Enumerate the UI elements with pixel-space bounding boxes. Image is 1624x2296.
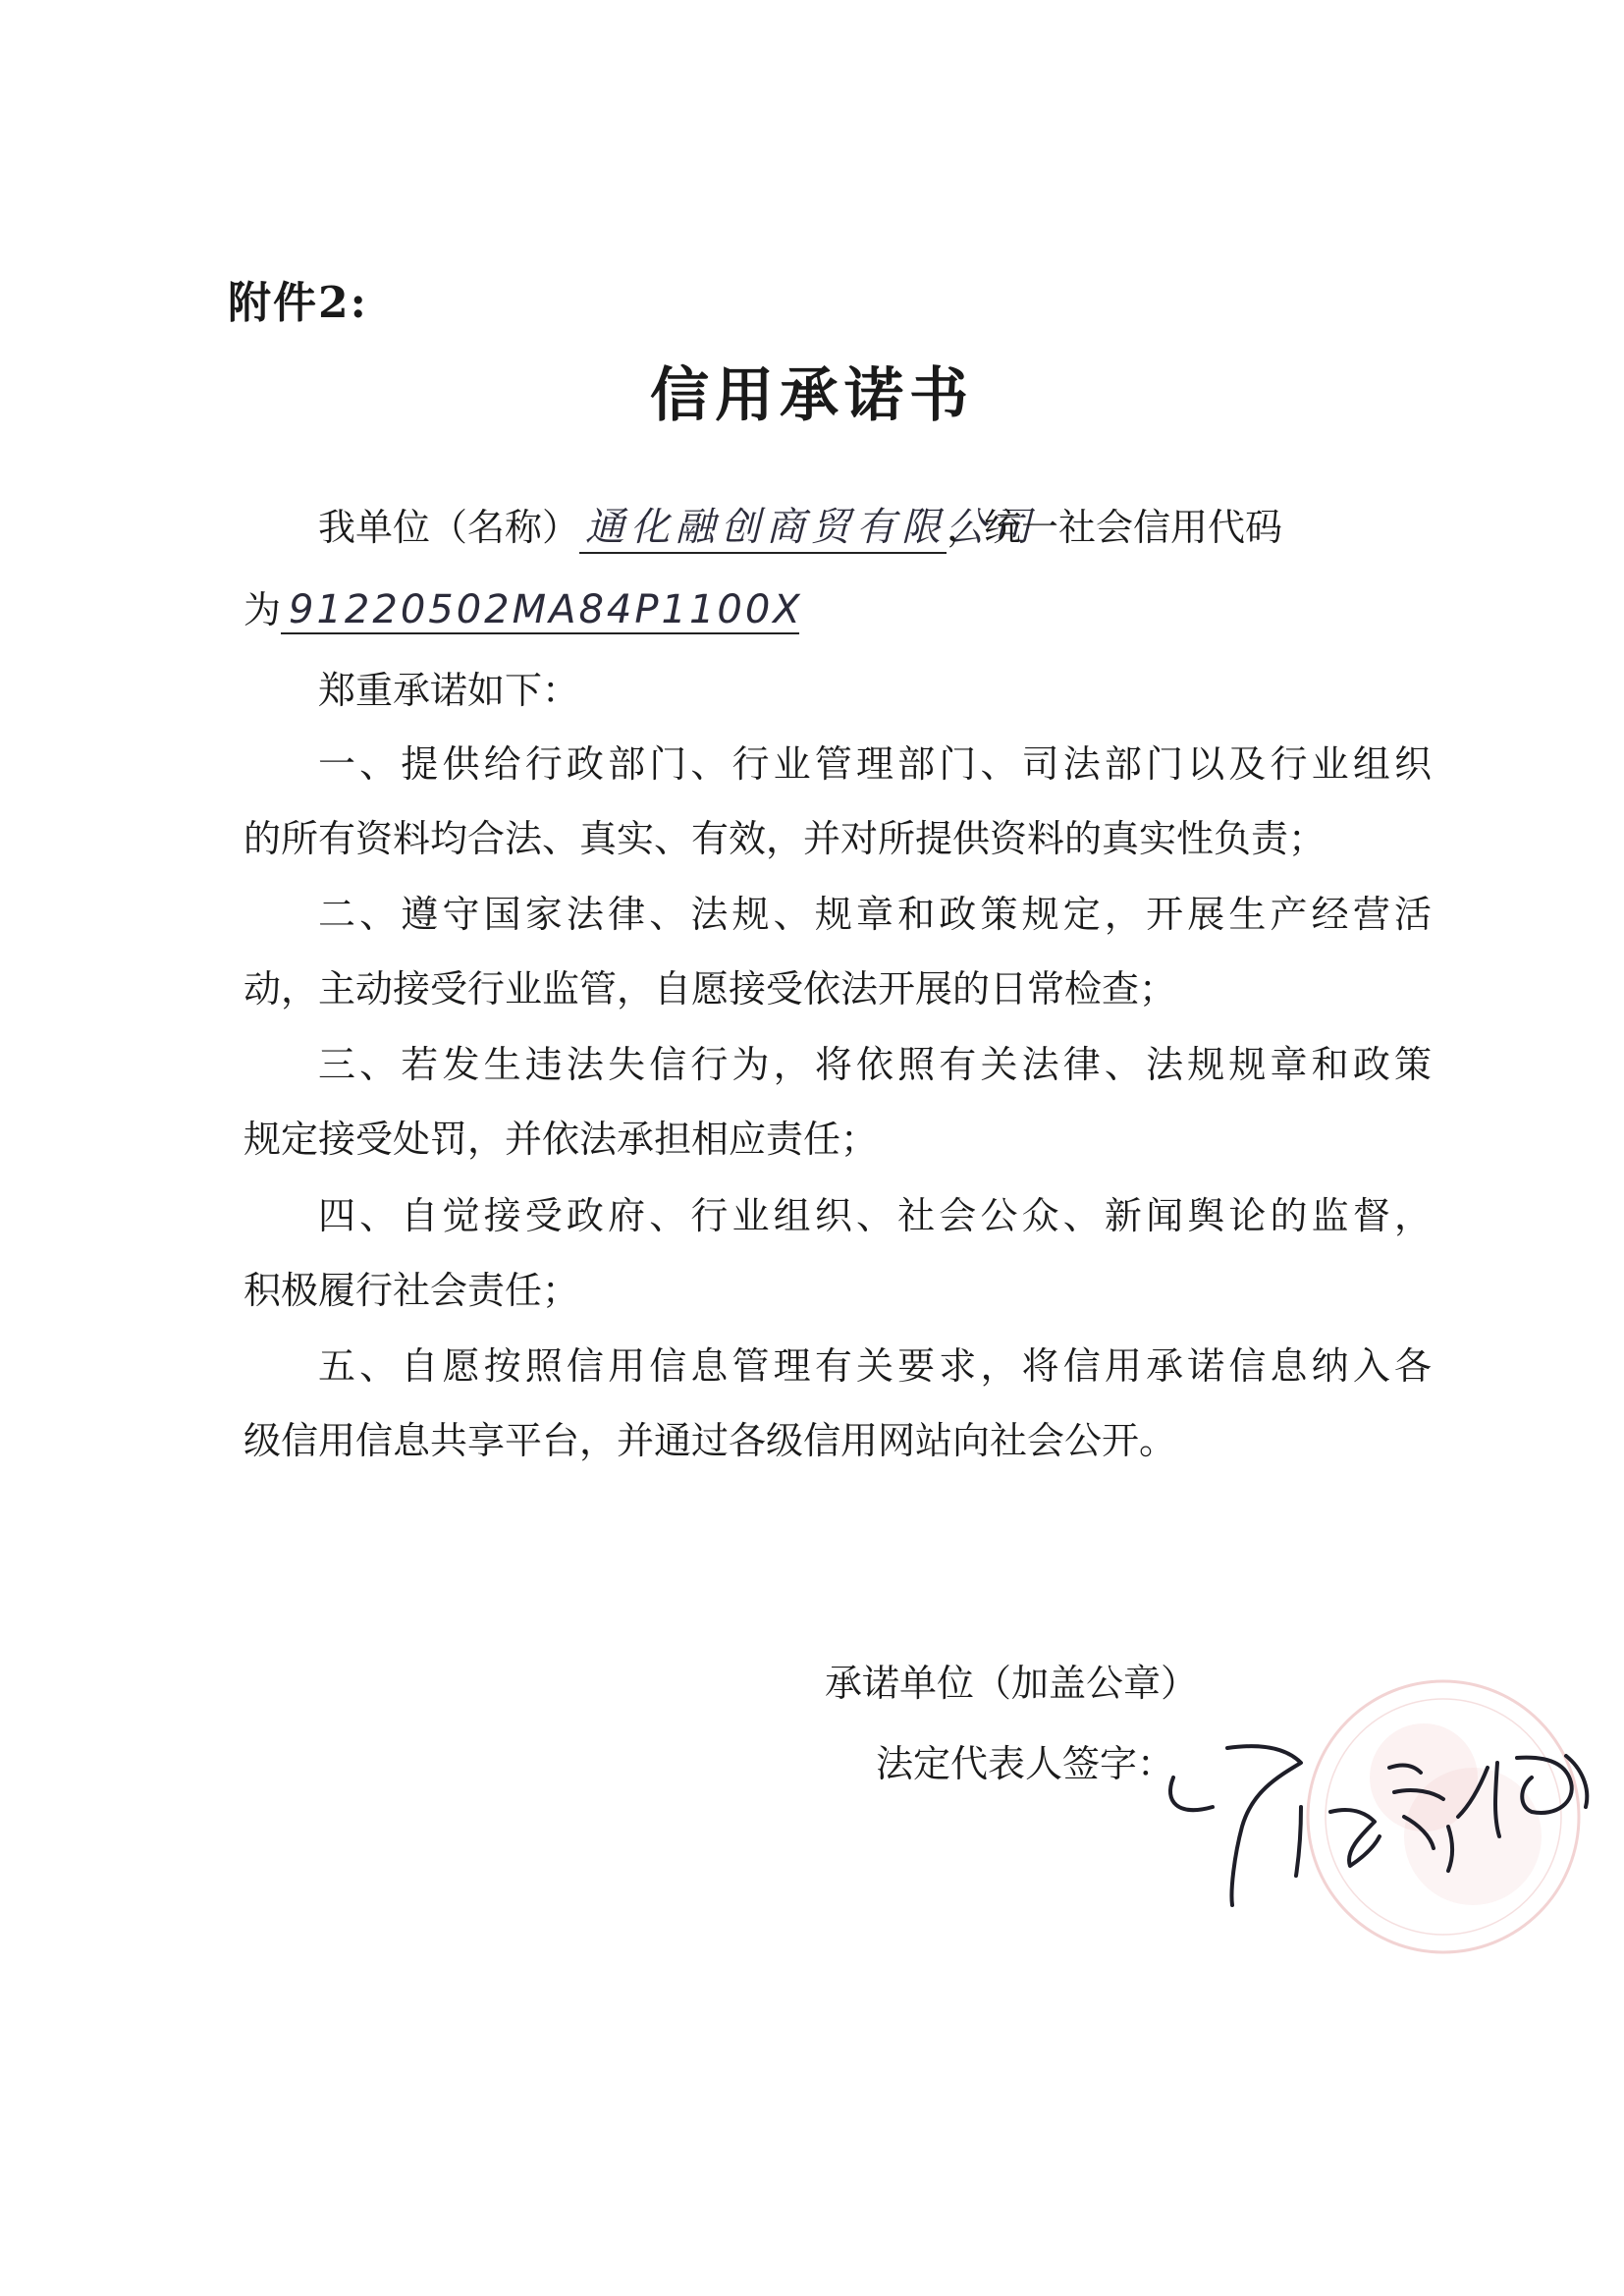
clause-3-first-line: 三、若发生违法失信行为，将依照有关法律、法规规章和政策 xyxy=(318,1043,1432,1086)
clause-4-first-line: 四、自觉接受政府、行业组织、社会公众、新闻舆论的监督， xyxy=(318,1194,1432,1237)
company-name-field: 通化融创商贸有限公司 xyxy=(579,496,947,554)
clause-4 xyxy=(244,1178,1432,1328)
clause-3-rest: 规定接受处罚，并依法承担相应责任； xyxy=(244,1118,879,1161)
document-title: 信用承诺书 xyxy=(650,361,974,430)
unit-name-prefix: 我单位（名称） xyxy=(318,506,580,549)
clause-1-first-line: 一、提供给行政部门、行业管理部门、司法部门以及行业组织 xyxy=(318,742,1432,786)
credit-code-line xyxy=(244,579,803,634)
clause-5-first-line: 五、自愿按照信用信息管理有关要求，将信用承诺信息纳入各 xyxy=(318,1344,1432,1388)
legal-representative-label: 法定代表人签字： xyxy=(876,1742,1175,1785)
clause-3 xyxy=(244,1027,1432,1176)
promising-unit-label: 承诺单位（加盖公章） xyxy=(825,1662,1199,1705)
clause-2-rest: 动，主动接受行业监管，自愿接受依法开展的日常检查； xyxy=(244,967,1177,1011)
credit-code-prefix: 为 xyxy=(244,588,282,631)
clause-1 xyxy=(244,727,1432,876)
unit-name-line xyxy=(318,496,1282,554)
clause-5-rest: 级信用信息共享平台，并通过各级信用网站向社会公开。 xyxy=(244,1419,1177,1462)
clause-2-first-line: 二、遵守国家法律、法规、规章和政策规定，开展生产经营活 xyxy=(318,893,1432,936)
clause-1-rest: 的所有资料均合法、真实、有效，并对所提供资料的真实性负责； xyxy=(244,817,1326,860)
clause-2 xyxy=(244,877,1432,1026)
clause-5 xyxy=(244,1329,1432,1478)
handwritten-signature xyxy=(1154,1709,1605,1925)
unit-name-suffix: ，统一社会信用代码 xyxy=(947,506,1283,549)
attachment-label: 附件2: xyxy=(228,278,368,328)
promise-lead: 郑重承诺如下： xyxy=(318,669,580,712)
credit-code-field: 91220502MA84P1100X xyxy=(281,587,799,634)
clause-4-rest: 积极履行社会责任； xyxy=(244,1269,580,1312)
